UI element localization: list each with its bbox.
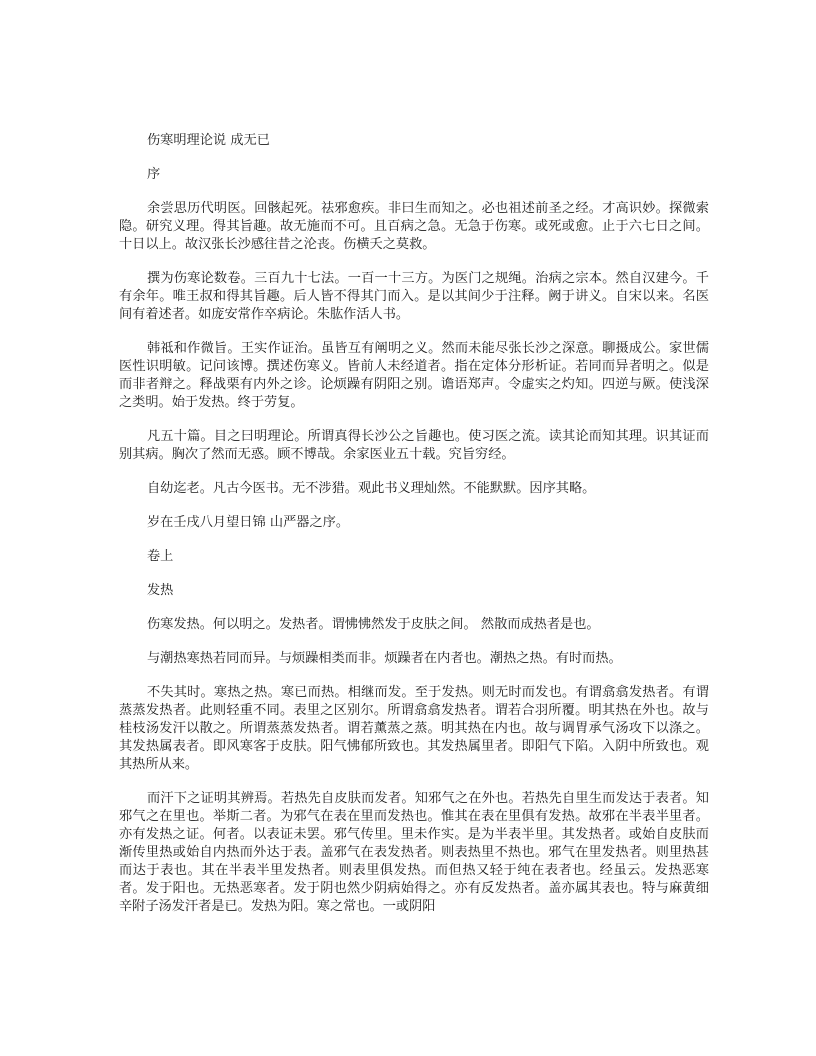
preface-date-line: 岁在壬戌八月望日锦 山严器之序。 [147, 515, 350, 530]
title-line: 伤寒明理论说 成无已 [147, 133, 270, 148]
paragraph: 韩祗和作微旨。王实作证治。虽皆互有阐明之义。然而未能尽张长沙之深意。聊摄成公。家世儒医性识明敏。记问该博。撰述伤寒义。皆前人未经道者。指在定体分形析证。若同而异者明之。似是而非者辩之。释战栗有内外之诊。论烦躁有阴阳之别。谵语郑声。令虚实之灼知。四逆与厥。使浅深之类明。始于发热。终于劳复。 [119, 341, 709, 410]
paragraph: 余尝思历代明医。回骸起死。祛邪愈疾。非曰生而知之。必也祖述前圣之经。才高识妙。探微索隐。研究义理。得其旨趣。故无施而不可。且百病之急。无急于伤寒。或死或愈。止于六七日之间。十日以上。故汉张长沙感往昔之沦丧。伤横夭之莫救。 [119, 201, 709, 252]
paragraph: 与潮热寒热若同而异。与烦躁相类而非。烦躁者在内者也。潮热之热。有时而热。 [147, 651, 622, 666]
section-heading: 发热 [147, 583, 174, 598]
document-body [119, 132, 709, 932]
paragraph: 不失其时。寒热之热。寒已而热。相继而发。至于发热。则无时而发也。有谓翕翕发热者。有谓蒸蒸发热者。此则轻重不同。表里之区别尔。所谓翕翕发热者。谓若合羽所覆。明其热在外也。故与桂枝汤发汗以散之。所谓蒸蒸发热者。谓若薰蒸之蒸。明其热在内也。故与调胃承气汤攻下以涤之。其发热属表者。即风寒客于皮肤。阳气怫郁所致也。其发热属里者。即阳气下陷。入阴中所致也。观其热所从来。 [119, 685, 709, 772]
preface-heading: 序 [147, 167, 161, 182]
paragraph: 而汗下之证明其辨焉。若热先自皮肤而发者。知邪气之在外也。若热先自里生而发达于表者。知邪气之在里也。举斯二者。为邪气在表在里而发热也。惟其在表在里俱有发热。故邪在半表半里者。亦有发热之证。何者。以表证未罢。邪气传里。里未作实。是为半表半里。其发热者。或始自皮肤而渐传里热或始自内热而外达于表。盖邪气在表发热者。则表热里不热也。邪气在里发热者。则里热甚而达于表也。其在半表半里发热者。则表里俱发热。而但热又轻于纯在表者也。经虽云。发热恶寒者。发于阳也。无热恶寒者。发于阴也然少阴病始得之。亦有反发热者。盖亦属其表也。特与麻黄细辛附子汤发汗者是已。发热为阳。寒之常也。一或阴阳 [119, 791, 709, 914]
paragraph: 撰为伤寒论数卷。三百九十七法。一百一十三方。为医门之规绳。治病之宗本。然自汉建今。千有余年。唯王叔和得其旨趣。后人皆不得其门而入。是以其间少于注释。阙于讲义。自宋以来。名医间有着述者。如庞安常作卒病论。朱肱作活人书。 [119, 271, 709, 322]
volume-heading: 卷上 [147, 549, 174, 564]
paragraph: 凡五十篇。目之曰明理论。所谓真得长沙公之旨趣也。使习医之流。读其论而知其理。识其证而别其病。胸次了然而无惑。顾不博哉。余家医业五十载。究旨穷经。 [119, 429, 709, 462]
paragraph: 伤寒发热。何以明之。发热者。谓怫怫然发于皮肤之间。 然散而成热者是也。 [147, 617, 600, 632]
paragraph: 自幼迄老。凡古今医书。无不涉猎。观此书义理灿然。不能默默。因序其略。 [147, 481, 596, 496]
